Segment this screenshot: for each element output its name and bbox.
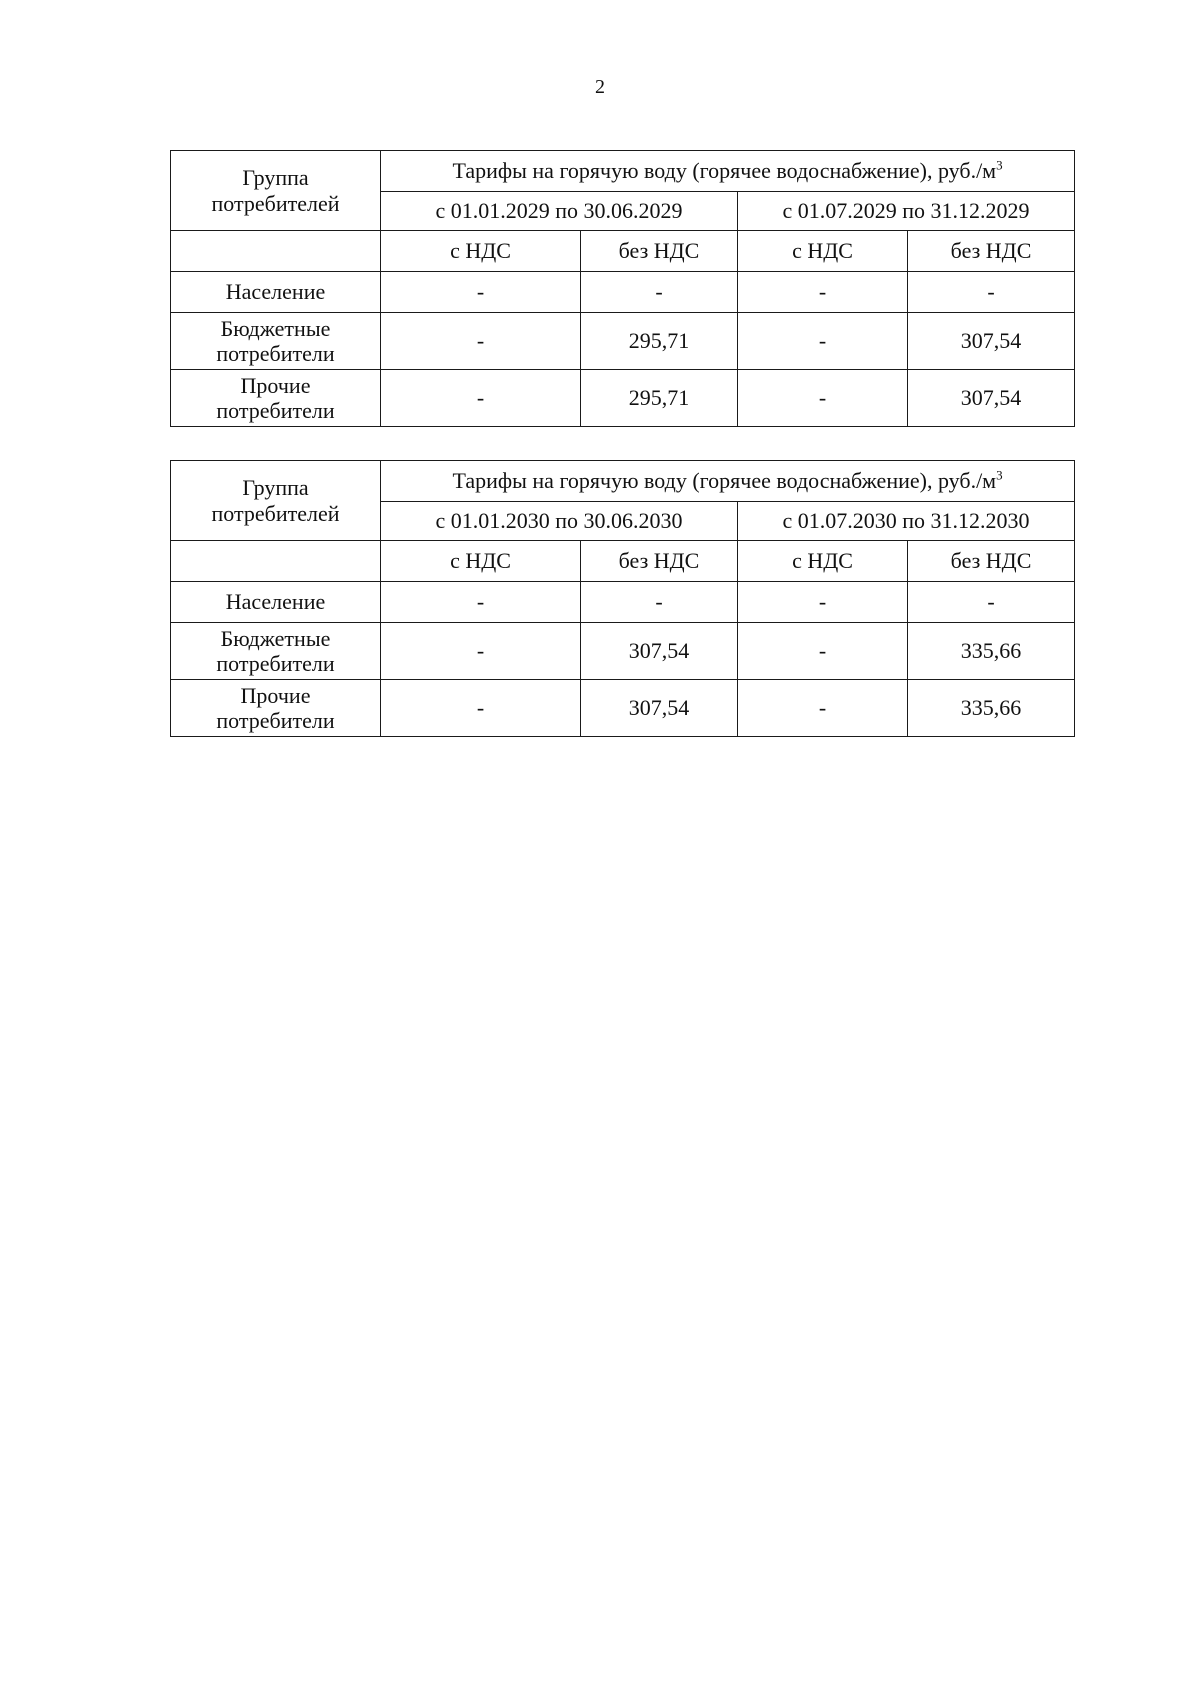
row-label: Прочие потребители bbox=[171, 680, 381, 737]
tariff-title: Тарифы на горячую воду (горячее водоснабжение), $руб./м^3$ bbox=[381, 151, 1075, 192]
value-cell: - bbox=[381, 272, 581, 313]
period-first-half: с 01.01.2030 по 30.06.2030 bbox=[381, 502, 738, 541]
table-row bbox=[171, 680, 1075, 737]
value-cell: 307,54 bbox=[908, 370, 1075, 427]
value-cell: - bbox=[738, 680, 908, 737]
row-label: Население bbox=[171, 272, 381, 313]
period-second-half: с 01.07.2030 по 31.12.2030 bbox=[738, 502, 1075, 541]
value-cell: - bbox=[381, 313, 581, 370]
value-cell: - bbox=[738, 313, 908, 370]
page-number: 2 bbox=[595, 76, 605, 98]
vat-label: с НДС bbox=[381, 231, 581, 272]
row-label: Бюджетные потребители bbox=[171, 313, 381, 370]
value-cell: - bbox=[908, 582, 1075, 623]
value-cell: 295,71 bbox=[581, 370, 738, 427]
vat-label: без НДС bbox=[581, 541, 738, 582]
value-cell: 335,66 bbox=[908, 680, 1075, 737]
value-cell: - bbox=[381, 623, 581, 680]
period-first-half: с 01.01.2029 по 30.06.2029 bbox=[381, 192, 738, 231]
group-header: Группа потребителей bbox=[171, 461, 381, 541]
value-cell: - bbox=[381, 582, 581, 623]
value-cell: 307,54 bbox=[581, 680, 738, 737]
table-row bbox=[171, 623, 1075, 680]
vat-label: с НДС bbox=[738, 231, 908, 272]
table-row bbox=[171, 272, 1075, 313]
value-cell: 335,66 bbox=[908, 623, 1075, 680]
value-cell: - bbox=[738, 623, 908, 680]
tariff-table-2030 bbox=[170, 460, 1075, 737]
value-cell: - bbox=[738, 582, 908, 623]
vat-label: с НДС bbox=[738, 541, 908, 582]
vat-label: без НДС bbox=[908, 231, 1075, 272]
empty-cell bbox=[171, 541, 381, 582]
value-cell: - bbox=[381, 370, 581, 427]
value-cell: - bbox=[738, 370, 908, 427]
table-row bbox=[171, 370, 1075, 427]
value-cell: - bbox=[581, 582, 738, 623]
row-label: Прочие потребители bbox=[171, 370, 381, 427]
value-cell: - bbox=[738, 272, 908, 313]
vat-label: без НДС bbox=[908, 541, 1075, 582]
group-header: Группа потребителей bbox=[171, 151, 381, 231]
value-cell: - bbox=[908, 272, 1075, 313]
table-row bbox=[171, 313, 1075, 370]
row-label: Население bbox=[171, 582, 381, 623]
empty-cell bbox=[171, 231, 381, 272]
table-row bbox=[171, 582, 1075, 623]
value-cell: - bbox=[381, 680, 581, 737]
value-cell: 295,71 bbox=[581, 313, 738, 370]
tariff-table-2029 bbox=[170, 150, 1075, 427]
vat-label: с НДС bbox=[381, 541, 581, 582]
value-cell: - bbox=[581, 272, 738, 313]
vat-label: без НДС bbox=[581, 231, 738, 272]
value-cell: 307,54 bbox=[908, 313, 1075, 370]
row-label: Бюджетные потребители bbox=[171, 623, 381, 680]
tariff-title: Тарифы на горячую воду (горячее водоснабжение), $руб./м^3$ bbox=[381, 461, 1075, 502]
period-second-half: с 01.07.2029 по 31.12.2029 bbox=[738, 192, 1075, 231]
value-cell: 307,54 bbox=[581, 623, 738, 680]
